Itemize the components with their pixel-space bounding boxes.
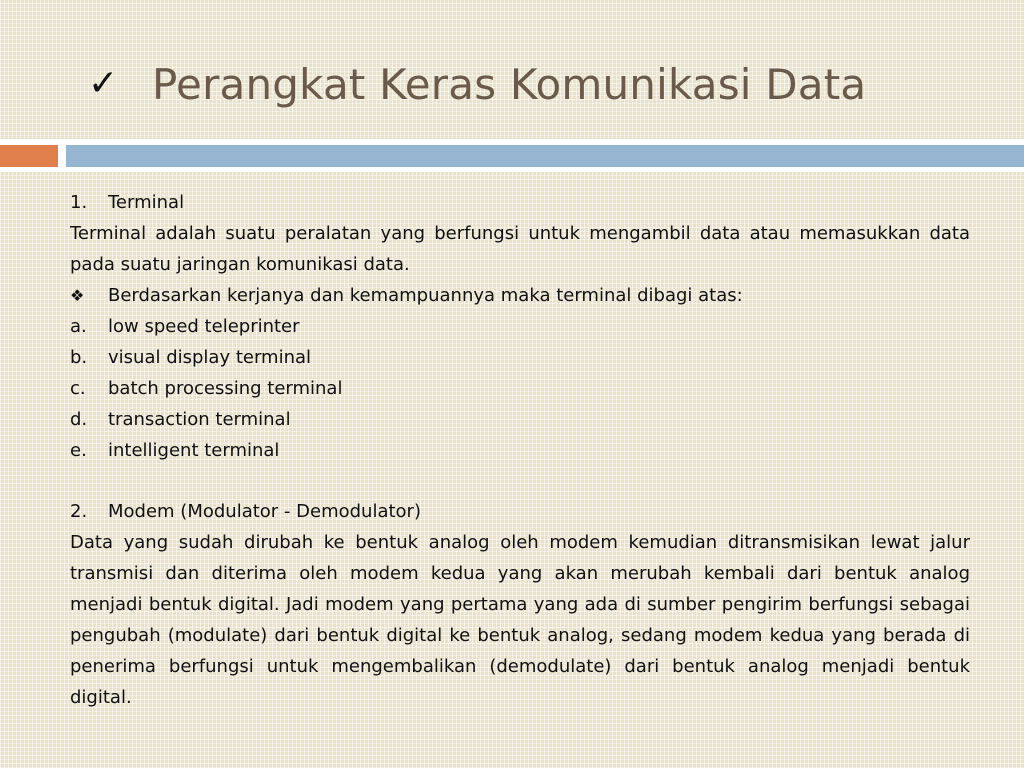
- section-number: 2.: [70, 501, 88, 522]
- diamond-bullet-icon: ❖: [70, 286, 85, 305]
- section-heading-terminal: [70, 187, 970, 218]
- list-marker: c.: [70, 378, 86, 399]
- list-item: [70, 311, 970, 342]
- list-item: [70, 404, 970, 435]
- list-item-text: visual display terminal: [108, 347, 312, 368]
- section-heading: Terminal: [108, 192, 185, 213]
- list-item: [70, 373, 970, 404]
- section-heading: Modem (Modulator - Demodulator): [108, 501, 421, 522]
- list-item: [70, 342, 970, 373]
- slide-title: Perangkat Keras Komunikasi Data: [152, 59, 867, 109]
- list-item: [70, 435, 970, 466]
- bullet-line: [70, 280, 970, 311]
- terminal-definition: Terminal adalah suatu peralatan yang berfungsi untuk mengambil data atau memasukkan data pada suatu jaringan komunikasi data.: [70, 223, 970, 275]
- section-heading-modem: [70, 496, 970, 527]
- list-marker: d.: [70, 409, 88, 430]
- bullet-text: Berdasarkan kerjanya dan kemampuannya maka terminal dibagi atas:: [108, 285, 743, 306]
- section-number: 1.: [70, 192, 88, 213]
- list-item-text: intelligent terminal: [108, 440, 280, 461]
- blue-accent-bar: [66, 145, 1024, 167]
- list-marker: e.: [70, 440, 87, 461]
- slide-title-row: [88, 52, 988, 116]
- list-marker: a.: [70, 316, 87, 337]
- list-item-text: transaction terminal: [108, 409, 291, 430]
- orange-accent-bar: [0, 145, 58, 167]
- section-spacer: [70, 466, 970, 496]
- list-item-text: low speed teleprinter: [108, 316, 300, 337]
- list-item-text: batch processing terminal: [108, 378, 343, 399]
- modem-description: Data yang sudah dirubah ke bentuk analog oleh modem kemudian ditransmisikan lewat jalur transmisi dan diterima oleh modem kedua yang akan merubah kembali dari bentuk analog menjadi bentuk digital. Jadi modem yang pertama yang ada di sumber pengirim berfungsi sebagai pengubah (modulate) dari bentuk digital ke bentuk analog, sedang modem kedua yang berada di penerima berfungsi untuk mengembalikan (demodulate) dari bentuk analog menjadi bentuk digital.: [70, 532, 970, 708]
- slide-body: [70, 187, 970, 713]
- check-icon: ✓: [88, 63, 119, 104]
- list-marker: b.: [70, 347, 88, 368]
